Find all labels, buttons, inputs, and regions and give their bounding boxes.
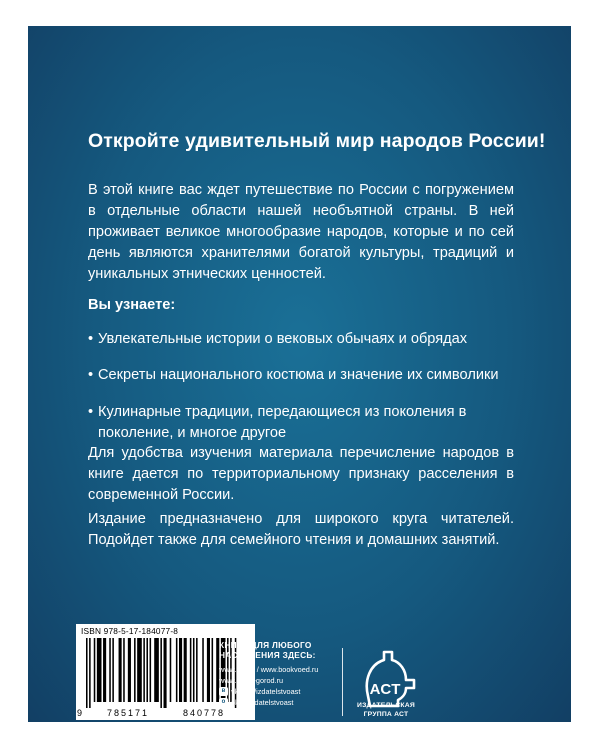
barcode-bar xyxy=(103,638,106,702)
barcode-bar xyxy=(154,638,159,702)
barcode-bar xyxy=(164,638,167,708)
publisher-name-line1: ИЗДАТЕЛЬСКАЯ xyxy=(357,702,415,709)
barcode-bar xyxy=(176,638,178,702)
barcode-bar xyxy=(123,638,125,702)
barcode-bar xyxy=(146,638,148,702)
bullet-text: Кулинарные традиции, передающиеся из поколения в поколение, и многое другое xyxy=(98,404,467,441)
promo-link-vk[interactable] xyxy=(219,686,344,697)
logo-text: ACT xyxy=(369,681,401,698)
barcode-bar xyxy=(196,638,198,702)
barcode-bar xyxy=(202,638,204,702)
barcode-bar xyxy=(97,638,102,702)
promo-link-text: ok.ru/izdatelstvoast xyxy=(231,697,294,707)
promo-link-text: www.chitai-gorod.ru xyxy=(219,675,284,685)
promo-link[interactable] xyxy=(219,664,344,675)
isbn-number: ISBN 978-5-17-184077-8 xyxy=(81,626,179,636)
bullet-item xyxy=(88,402,508,444)
publisher-name-line2: ГРУППА АСТ xyxy=(363,710,409,718)
learn-heading: Вы узнаете: xyxy=(88,297,176,313)
barcode-bar xyxy=(184,638,187,702)
bullet-icon: • xyxy=(88,404,94,420)
promo-title-line1: КНИГИ ДЛЯ ЛЮБОГО xyxy=(219,640,312,650)
divider xyxy=(342,648,343,716)
barcode-bar xyxy=(193,638,195,702)
barcode-bar xyxy=(128,638,131,702)
barcode-bar xyxy=(150,638,152,702)
bullet-text: Увлекательные истории о вековых обычаях и обрядах xyxy=(98,331,468,347)
promo-block xyxy=(219,640,344,708)
promo-link[interactable] xyxy=(219,675,344,686)
bullet-text: Секреты национального костюма и значение их символики xyxy=(98,367,499,383)
barcode-bar xyxy=(170,638,172,702)
promo-link-text: vk.com/izdatelstvoast xyxy=(231,686,301,696)
intro-paragraph: В этой книге вас ждет путешествие по России с погружением в отдельные области нашей необъятной страны. В ней проживает великое многообразие народов, которые и по сей день являются хранителями богатой культуры, традиций и уникальных этнических ценностей. xyxy=(88,182,514,282)
audience-paragraph: Издание предназначено для широкого круга читателей. Подойдет также для семейного чтения и домашних занятий. xyxy=(88,511,514,548)
headline: Откройте удивительный мир народов России! xyxy=(88,130,546,152)
barcode-digits-left: 785171 xyxy=(106,708,150,718)
barcode-bar xyxy=(89,638,91,708)
ok-icon: о xyxy=(219,698,228,707)
bullet-icon: • xyxy=(88,367,94,383)
barcode-bar xyxy=(109,638,111,702)
vk-icon: в xyxy=(219,687,228,696)
back-cover xyxy=(28,26,571,722)
promo-link-text: www.ast.ru / www.bookvoed.ru xyxy=(219,664,319,674)
barcode-bar xyxy=(179,638,182,702)
bullet-item xyxy=(88,365,508,386)
barcode-bar xyxy=(86,638,88,708)
barcode-bar xyxy=(94,638,96,702)
barcode-bar xyxy=(137,638,142,702)
barcode-bar xyxy=(143,638,145,702)
barcode-digit-lead: 9 xyxy=(77,708,83,718)
bullet-item xyxy=(88,329,508,350)
barcode-bar xyxy=(134,638,136,702)
barcode-digits-right: 840778 xyxy=(182,708,226,718)
publisher-name xyxy=(346,702,426,719)
barcode-bar xyxy=(207,638,210,702)
barcode-bar xyxy=(212,638,214,702)
promo-title-line2: НАСТРОЕНИЯ ЗДЕСЬ: xyxy=(219,650,316,660)
barcode-bar xyxy=(190,638,192,702)
barcode-bar xyxy=(112,638,114,702)
barcode-bar xyxy=(119,638,122,702)
promo-link-ok[interactable] xyxy=(219,697,344,708)
arrangement-paragraph: Для удобства изучения материала перечисление народов в книге дается по территориальному признаку расселения в современной России. xyxy=(88,445,514,503)
barcode-bar xyxy=(160,638,162,708)
bullet-icon: • xyxy=(88,331,94,347)
